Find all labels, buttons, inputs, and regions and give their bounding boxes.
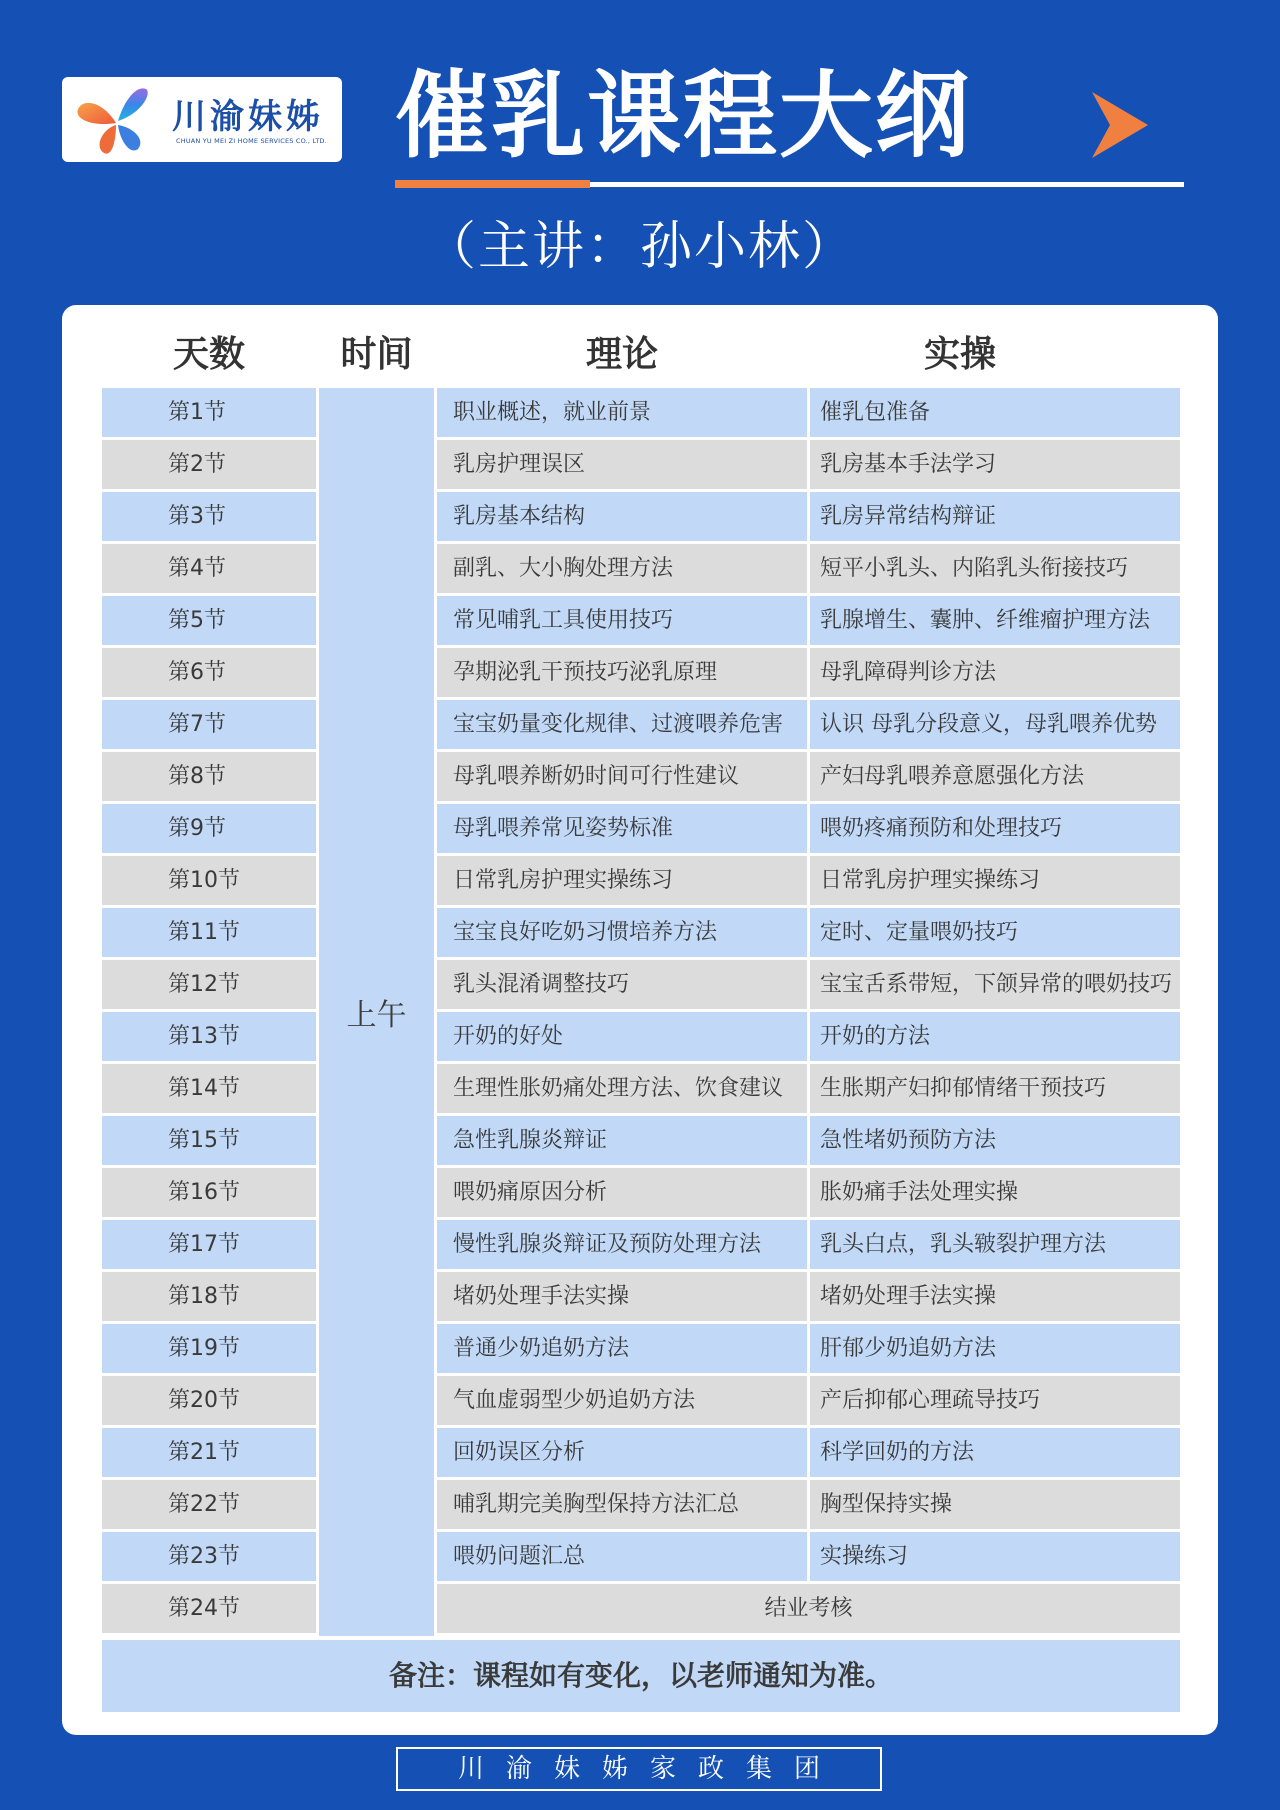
day-cell: 第7节 (102, 700, 316, 749)
day-cell: 第8节 (102, 752, 316, 801)
day-cell: 第1节 (102, 388, 316, 437)
theory-cell: 喂奶痛原因分析 (437, 1168, 807, 1217)
practice-cell: 催乳包准备 (810, 388, 1180, 437)
header-practice: 实操 (923, 334, 996, 375)
time-cell: 上午 (319, 388, 434, 1636)
header-theory: 理论 (585, 334, 658, 375)
practice-cell: 母乳障碍判诊方法 (810, 648, 1180, 697)
day-cell: 第17节 (102, 1220, 316, 1269)
footer-company: 川渝妹姊家政集团 (396, 1747, 882, 1791)
title-underline-accent (395, 180, 590, 188)
practice-cell: 日常乳房护理实操练习 (810, 856, 1180, 905)
day-cell: 第4节 (102, 544, 316, 593)
final-exam-cell: 结业考核 (437, 1584, 1180, 1633)
theory-cell: 开奶的好处 (437, 1012, 807, 1061)
theory-cell: 母乳喂养常见姿势标准 (437, 804, 807, 853)
practice-cell: 生胀期产妇抑郁情绪干预技巧 (810, 1064, 1180, 1113)
header-day: 天数 (172, 334, 245, 375)
day-cell: 第9节 (102, 804, 316, 853)
header-time: 时间 (340, 334, 413, 375)
theory-cell: 堵奶处理手法实操 (437, 1272, 807, 1321)
theory-cell: 喂奶问题汇总 (437, 1532, 807, 1581)
theory-cell: 慢性乳腺炎辩证及预防处理方法 (437, 1220, 807, 1269)
day-cell: 第16节 (102, 1168, 316, 1217)
practice-cell: 乳腺增生、囊肿、纤维瘤护理方法 (810, 596, 1180, 645)
practice-cell: 胀奶痛手法处理实操 (810, 1168, 1180, 1217)
day-cell: 第23节 (102, 1532, 316, 1581)
theory-cell: 母乳喂养断奶时间可行性建议 (437, 752, 807, 801)
footnote: 备注：课程如有变化，以老师通知为准。 (102, 1640, 1180, 1712)
company-logo (62, 77, 342, 162)
theory-cell: 乳房基本结构 (437, 492, 807, 541)
practice-cell: 开奶的方法 (810, 1012, 1180, 1061)
butterfly-logo-icon (76, 83, 156, 157)
theory-cell: 气血虚弱型少奶追奶方法 (437, 1376, 807, 1425)
day-cell: 第19节 (102, 1324, 316, 1373)
day-cell: 第22节 (102, 1480, 316, 1529)
theory-cell: 副乳、大小胸处理方法 (437, 544, 807, 593)
theory-cell: 乳头混淆调整技巧 (437, 960, 807, 1009)
day-cell: 第21节 (102, 1428, 316, 1477)
arrow-right-icon (1090, 90, 1150, 160)
day-cell: 第3节 (102, 492, 316, 541)
theory-cell: 回奶误区分析 (437, 1428, 807, 1477)
theory-cell: 急性乳腺炎辩证 (437, 1116, 807, 1165)
day-cell: 第13节 (102, 1012, 316, 1061)
theory-cell: 宝宝奶量变化规律、过渡喂养危害 (437, 700, 807, 749)
practice-cell: 定时、定量喂奶技巧 (810, 908, 1180, 957)
title-underline (590, 182, 1184, 187)
day-cell: 第12节 (102, 960, 316, 1009)
day-cell: 第24节 (102, 1584, 316, 1633)
theory-cell: 孕期泌乳干预技巧泌乳原理 (437, 648, 807, 697)
practice-cell: 肝郁少奶追奶方法 (810, 1324, 1180, 1373)
practice-cell: 科学回奶的方法 (810, 1428, 1180, 1477)
theory-cell: 乳房护理误区 (437, 440, 807, 489)
practice-cell: 产后抑郁心理疏导技巧 (810, 1376, 1180, 1425)
theory-cell: 宝宝良好吃奶习惯培养方法 (437, 908, 807, 957)
practice-cell: 急性堵奶预防方法 (810, 1116, 1180, 1165)
logo-subtitle: CHUAN YU MEI ZI HOME SERVICES CO., LTD. (176, 137, 328, 145)
practice-cell: 产妇母乳喂养意愿强化方法 (810, 752, 1180, 801)
practice-cell: 胸型保持实操 (810, 1480, 1180, 1529)
logo-name: 川渝妹姊 (172, 97, 324, 137)
practice-cell: 短平小乳头、内陷乳头衔接技巧 (810, 544, 1180, 593)
theory-cell: 职业概述，就业前景 (437, 388, 807, 437)
practice-cell: 乳房异常结构辩证 (810, 492, 1180, 541)
practice-cell: 实操练习 (810, 1532, 1180, 1581)
theory-cell: 日常乳房护理实操练习 (437, 856, 807, 905)
theory-cell: 哺乳期完美胸型保持方法汇总 (437, 1480, 807, 1529)
practice-cell: 宝宝舌系带短，下颌异常的喂奶技巧 (810, 960, 1180, 1009)
practice-cell: 堵奶处理手法实操 (810, 1272, 1180, 1321)
day-cell: 第20节 (102, 1376, 316, 1425)
theory-cell: 普通少奶追奶方法 (437, 1324, 807, 1373)
practice-cell: 认识 母乳分段意义，母乳喂养优势 (810, 700, 1180, 749)
day-cell: 第6节 (102, 648, 316, 697)
theory-cell: 常见哺乳工具使用技巧 (437, 596, 807, 645)
theory-cell: 生理性胀奶痛处理方法、饮食建议 (437, 1064, 807, 1113)
day-cell: 第11节 (102, 908, 316, 957)
page-title: 催乳课程大纲 (395, 62, 972, 171)
lecturer-line: （主讲：孙小林） (423, 217, 856, 277)
day-cell: 第14节 (102, 1064, 316, 1113)
day-cell: 第18节 (102, 1272, 316, 1321)
practice-cell: 乳房基本手法学习 (810, 440, 1180, 489)
day-cell: 第10节 (102, 856, 316, 905)
practice-cell: 喂奶疼痛预防和处理技巧 (810, 804, 1180, 853)
day-cell: 第5节 (102, 596, 316, 645)
day-cell: 第15节 (102, 1116, 316, 1165)
day-cell: 第2节 (102, 440, 316, 489)
practice-cell: 乳头白点，乳头皲裂护理方法 (810, 1220, 1180, 1269)
